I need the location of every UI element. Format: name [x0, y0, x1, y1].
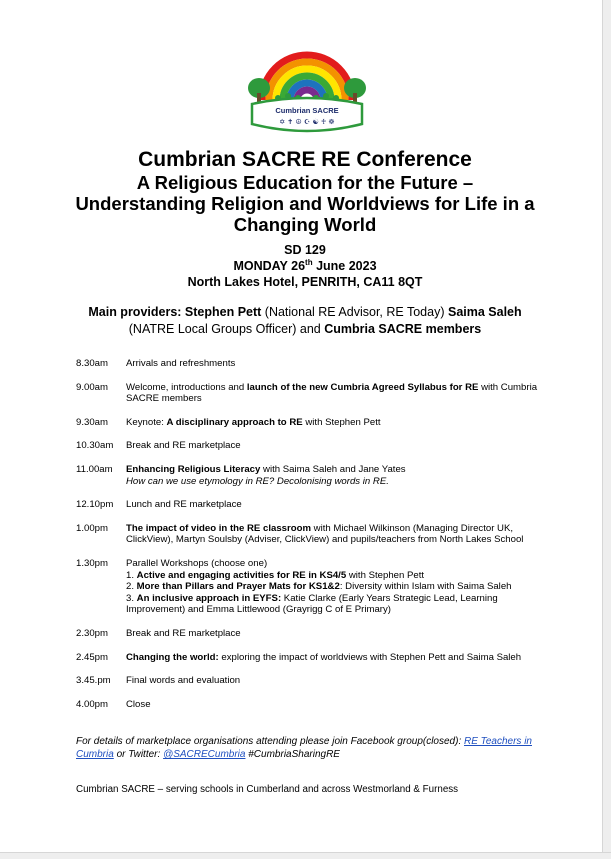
desc-text: with Stephen Pett	[302, 416, 381, 428]
schedule-time: 2.30pm	[76, 627, 108, 639]
course-code: SD 129	[284, 243, 326, 257]
desc-text: with Cumbria SACRE members	[126, 381, 538, 405]
hashtag-text: #CumbriaSharingRE	[245, 749, 340, 760]
schedule-time: 9.30am	[76, 416, 108, 428]
schedule-row	[76, 628, 546, 640]
desc-text: Welcome, introductions and	[126, 381, 247, 393]
desc-bold: Changing the world:	[126, 651, 219, 663]
provider-2-name: Saima Saleh	[447, 305, 522, 319]
workshop-item	[126, 593, 546, 616]
schedule-time: 9.00am	[76, 381, 108, 393]
schedule-desc	[126, 464, 546, 487]
footer-text: or Twitter:	[113, 749, 164, 760]
desc-italic: How can we use etymology in RE? Decolonising words in RE.	[126, 475, 389, 487]
schedule-desc: Break and RE marketplace	[126, 627, 241, 639]
schedule-row	[76, 464, 546, 487]
schedule-row	[76, 440, 546, 452]
desc-text: Keynote:	[126, 416, 167, 428]
event-venue: North Lakes Hotel, PENRITH, CA11 8QT	[187, 275, 423, 289]
event-date	[30, 258, 580, 274]
schedule-desc: Final words and evaluation	[126, 675, 241, 687]
schedule-time: 4.00pm	[76, 698, 108, 710]
schedule-time: 10.30am	[76, 440, 114, 452]
workshop-num: 2.	[126, 581, 137, 593]
schedule-row	[76, 675, 546, 687]
schedule-row	[76, 499, 546, 511]
schedule-desc	[126, 417, 546, 429]
provider-1-role: (National RE Advisor, RE Today)	[261, 305, 448, 319]
cumbrian-sacre-logo	[248, 38, 366, 134]
footer-text: For details of marketplace organisations attending please join Facebook group(closed):	[76, 736, 464, 747]
header-titles	[30, 148, 580, 235]
subtitle-line-3: Changing World	[233, 214, 377, 235]
main-providers	[40, 304, 570, 338]
desc-bold: A disciplinary approach to RE	[166, 416, 303, 428]
desc-bold: The impact of video in the RE classroom	[126, 522, 311, 534]
workshop-num: 1.	[126, 569, 137, 581]
subtitle-line-1: A Religious Education for the Future –	[136, 172, 474, 193]
schedule-desc	[126, 523, 546, 546]
desc-text: with Saima Saleh and Jane Yates	[260, 463, 406, 475]
workshop-detail: Katie Clarke (Early Years Strategic Lead, Learning Improvement) and Emma Littlewood (Grayrigg C of E Primary)	[126, 592, 498, 616]
page-edge-bottom	[0, 852, 611, 859]
schedule-row	[76, 382, 546, 405]
provider-3: Cumbria SACRE members	[324, 322, 482, 336]
schedule-row	[76, 558, 546, 616]
schedule-time: 8.30am	[76, 358, 108, 369]
provider-2-role: (NATRE Local Groups Officer) and	[128, 322, 325, 336]
workshop-title: An inclusive approach in EYFS:	[136, 592, 282, 604]
schedule-row	[76, 358, 546, 370]
schedule-desc: Lunch and RE marketplace	[126, 499, 242, 511]
date-suffix: th	[305, 257, 313, 267]
schedule-desc: Break and RE marketplace	[126, 440, 241, 452]
workshop-item	[126, 581, 546, 593]
schedule-row	[76, 417, 546, 429]
tagline: Cumbrian SACRE – serving schools in Cumberland and across Westmorland & Furness	[76, 784, 459, 795]
schedule-desc	[126, 652, 546, 664]
schedule-row	[76, 652, 546, 664]
desc-text: exploring the impact of worldviews with Stephen Pett and Saima Saleh	[218, 651, 522, 663]
schedule-desc	[126, 558, 546, 616]
schedule-row	[76, 699, 546, 711]
schedule	[76, 358, 546, 722]
schedule-time: 11.00am	[76, 463, 113, 475]
workshop-detail: with Stephen Pett	[346, 569, 425, 581]
schedule-desc	[126, 382, 546, 405]
schedule-time: 2.45pm	[76, 651, 108, 663]
schedule-time: 1.30pm	[76, 557, 108, 569]
schedule-time: 12.10pm	[76, 499, 114, 511]
footer-note	[76, 735, 546, 761]
workshop-item	[126, 570, 546, 582]
page-edge-right	[602, 0, 611, 859]
page-title: Cumbrian SACRE RE Conference	[138, 148, 472, 171]
desc-bold: Enhancing Religious Literacy	[126, 463, 261, 475]
workshop-num: 3.	[126, 592, 137, 604]
workshop-detail: : Diversity within Islam with Saima Saleh	[339, 581, 512, 593]
schedule-time: 3.45.pm	[76, 675, 111, 687]
twitter-link[interactable]: @SACRECumbria	[163, 749, 246, 760]
desc-text: with Michael Wilkinson (Managing Director UK, ClickView), Martyn Soulsby (Adviser, ClickView) and pupils/teachers from North Lakes School	[126, 522, 524, 546]
faith-symbols-icon: ✡ ✝ ☮ ☪ ☯ ♰ ☸	[279, 118, 335, 126]
providers-label: Main providers: Stephen Pett	[88, 305, 262, 319]
schedule-time: 1.00pm	[76, 522, 108, 534]
schedule-desc: Arrivals and refreshments	[126, 358, 236, 369]
schedule-desc: Close	[126, 698, 151, 710]
date-rest: June 2023	[312, 259, 377, 273]
workshops-heading: Parallel Workshops (choose one)	[126, 557, 268, 569]
rainbow-logo-graphic	[248, 38, 366, 134]
schedule-row	[76, 523, 546, 546]
desc-bold: launch of the new Cumbria Agreed Syllabus for RE	[246, 381, 479, 393]
workshop-title: Active and engaging activities for RE in KS4/5	[136, 569, 347, 581]
workshop-title: More than Pillars and Prayer Mats for KS1&2	[136, 581, 340, 593]
facebook-group-link[interactable]: RE Teachers in Cumbria	[76, 736, 532, 760]
event-meta	[30, 242, 580, 290]
logo-brand-text: Cumbrian SACRE	[275, 106, 339, 115]
date-prefix: MONDAY 26	[233, 259, 306, 273]
subtitle-line-2: Understanding Religion and Worldviews for Life in a	[75, 193, 535, 214]
